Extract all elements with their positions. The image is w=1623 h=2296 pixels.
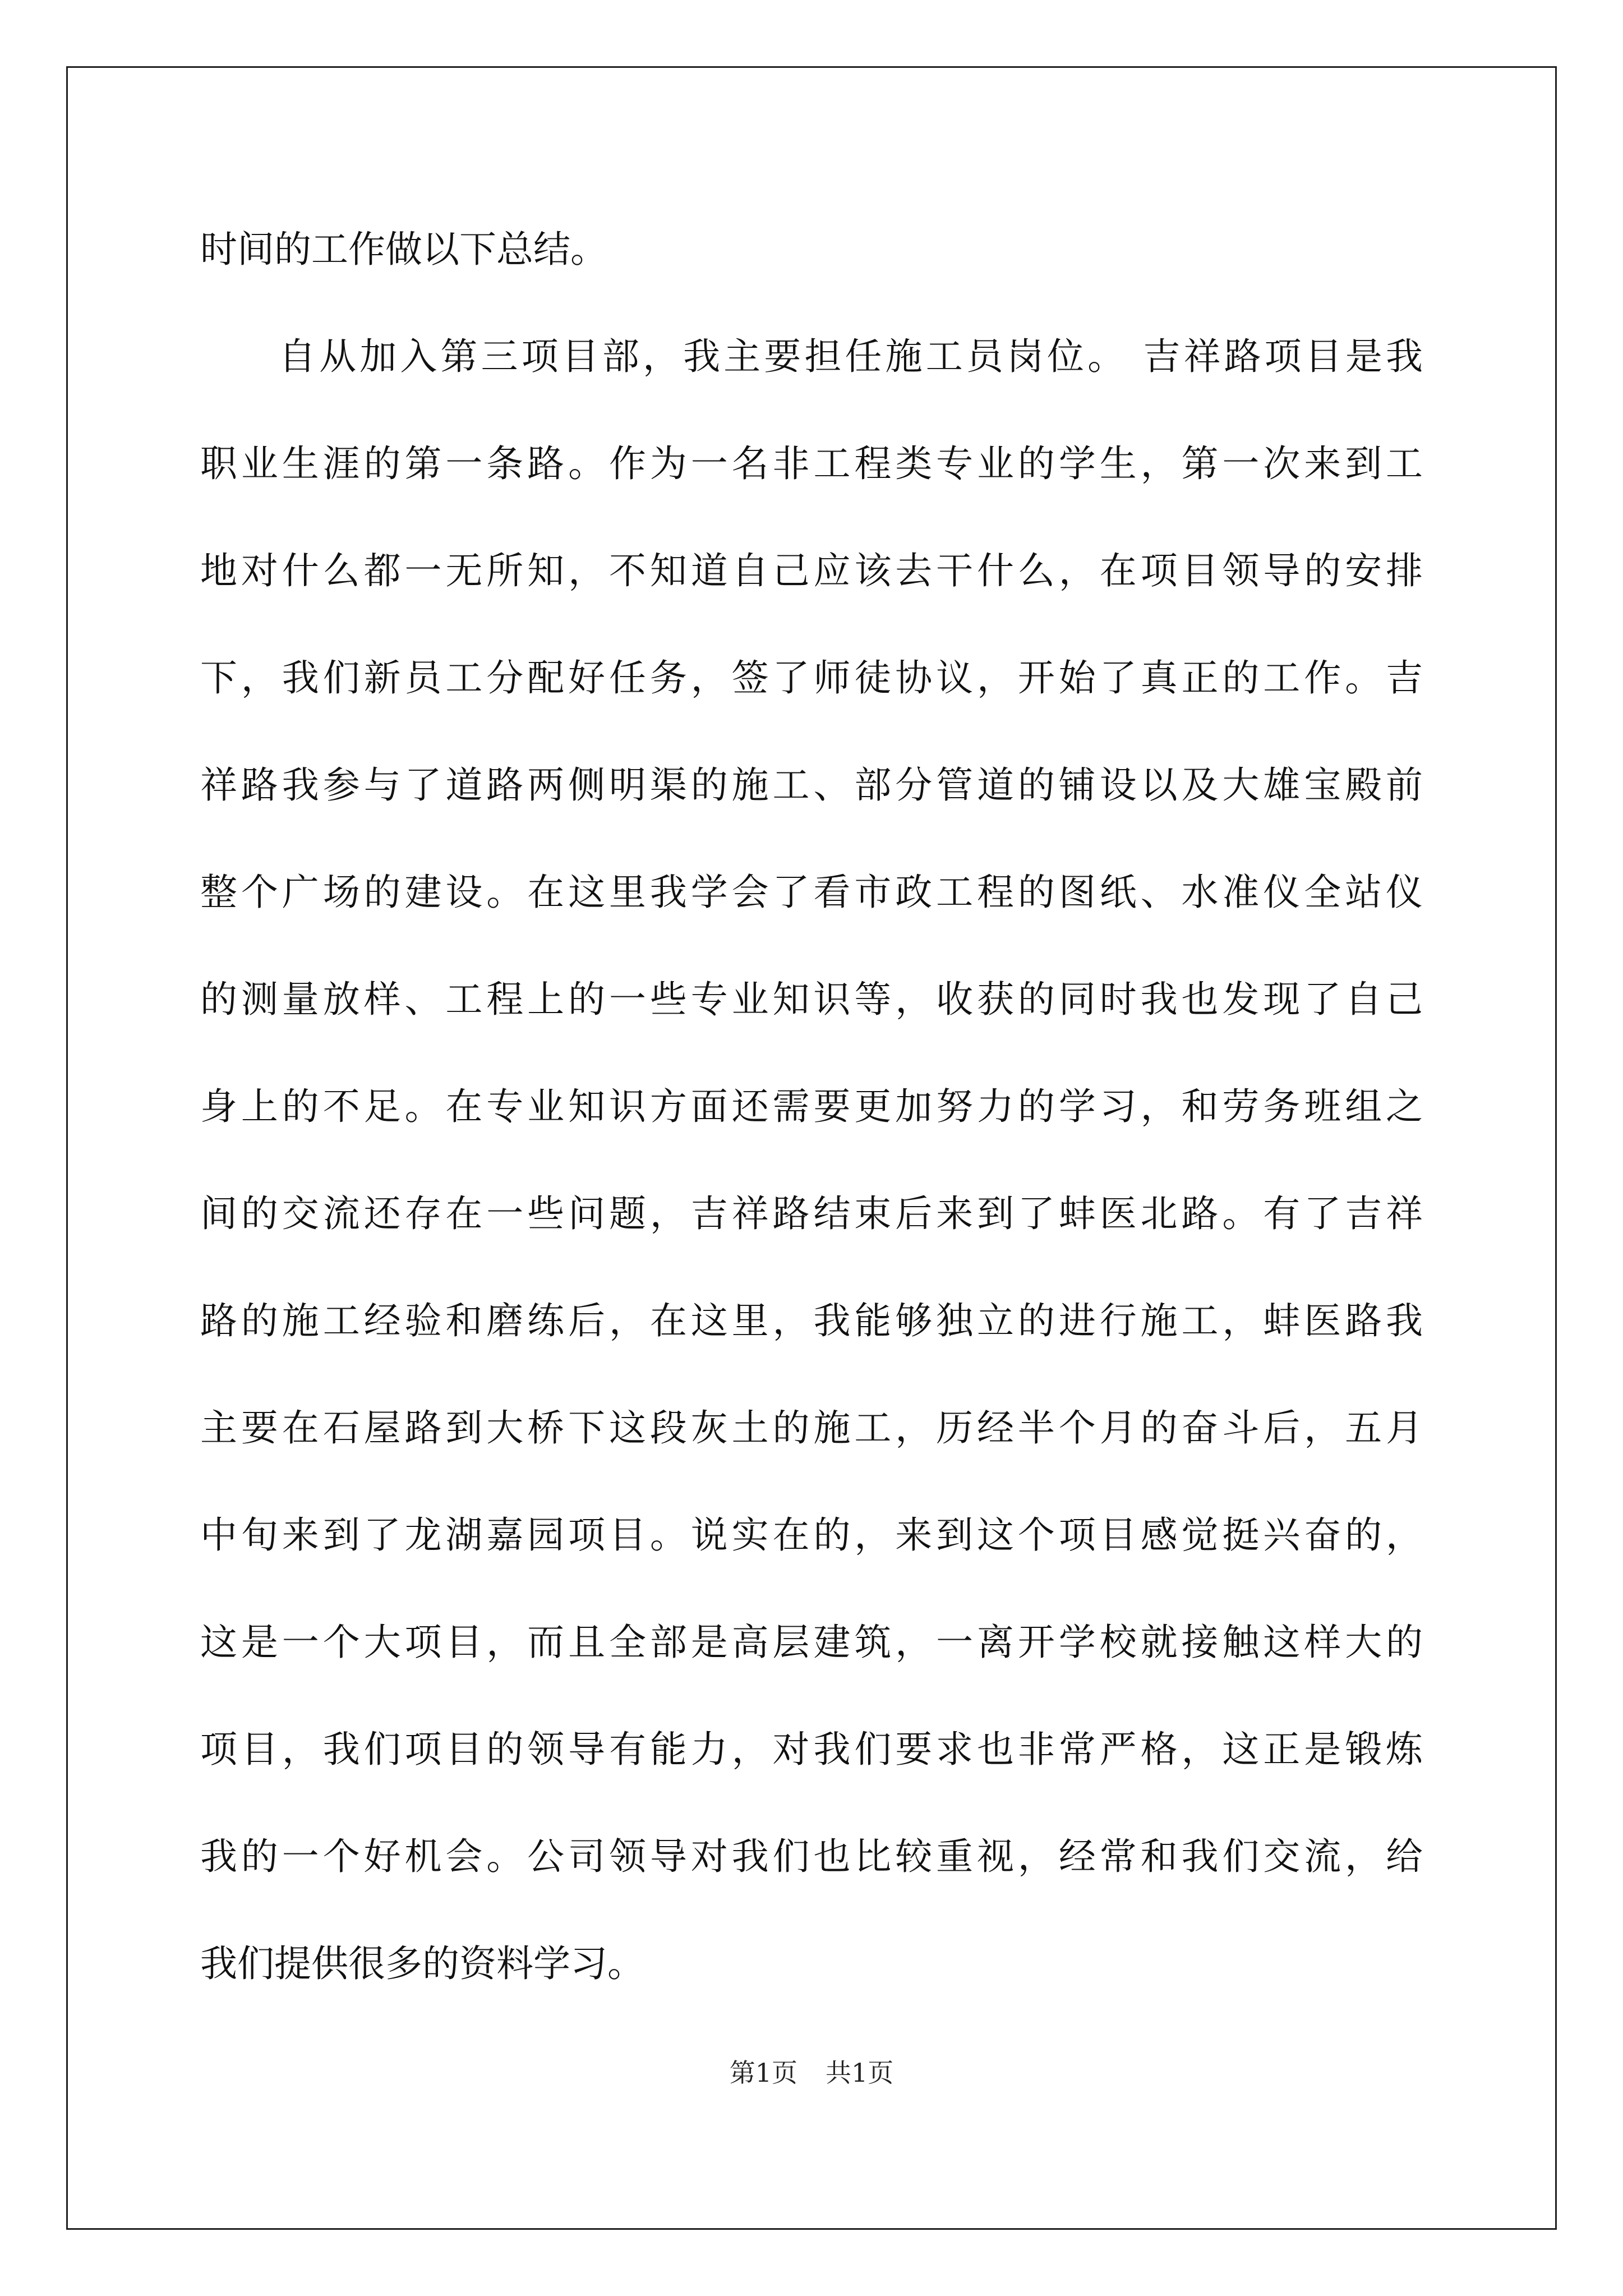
text-line: 职业生涯的第一条路。作为一名非工程类专业的学生，第一次来到工 xyxy=(200,442,1423,485)
text-line: 间的交流还存在一些问题，吉祥路结束后来到了蚌医北路。有了吉祥 xyxy=(200,1192,1423,1235)
text-line: 中旬来到了龙湖嘉园项目。说实在的，来到这个项目感觉挺兴奋的， xyxy=(200,1513,1423,1557)
text-line: 时间的工作做以下总结。 xyxy=(200,228,607,271)
text-line: 整个广场的建设。在这里我学会了看市政工程的图纸、水准仪全站仪 xyxy=(200,871,1423,914)
text-line: 地对什么都一无所知，不知道自己应该去干什么，在项目领导的安排 xyxy=(200,549,1423,592)
page-total: 共1页 xyxy=(826,2058,894,2088)
text-line: 主要在石屋路到大桥下这段灰土的施工，历经半个月的奋斗后，五月 xyxy=(200,1406,1423,1450)
paragraph-first-line: 自从加入第三项目部，我主要担任施工员岗位。 吉祥路项目是我 xyxy=(279,335,1423,378)
text-line: 的测量放样、工程上的一些专业知识等，收获的同时我也发现了自己 xyxy=(200,978,1423,1021)
page-footer xyxy=(0,2053,1623,2092)
text-line: 路的施工经验和磨练后，在这里，我能够独立的进行施工，蚌医路我 xyxy=(200,1299,1423,1342)
page-border xyxy=(66,66,1557,2230)
text-line: 身上的不足。在专业知识方面还需要更加努力的学习，和劳务班组之 xyxy=(200,1085,1423,1128)
text-line: 我们提供很多的资料学习。 xyxy=(200,1942,644,1985)
text-line: 项目，我们项目的领导有能力，对我们要求也非常严格，这正是锻炼 xyxy=(200,1728,1423,1771)
page-number: 第1页 xyxy=(729,2058,797,2088)
text-line: 我的一个好机会。公司领导对我们也比较重视，经常和我们交流，给 xyxy=(200,1835,1423,1878)
text-line: 这是一个大项目，而且全部是高层建筑，一离开学校就接触这样大的 xyxy=(200,1621,1423,1664)
text-line: 祥路我参与了道路两侧明渠的施工、部分管道的铺设以及大雄宝殿前 xyxy=(200,763,1423,807)
text-line: 下，我们新员工分配好任务，签了师徒协议，开始了真正的工作。吉 xyxy=(200,656,1423,700)
